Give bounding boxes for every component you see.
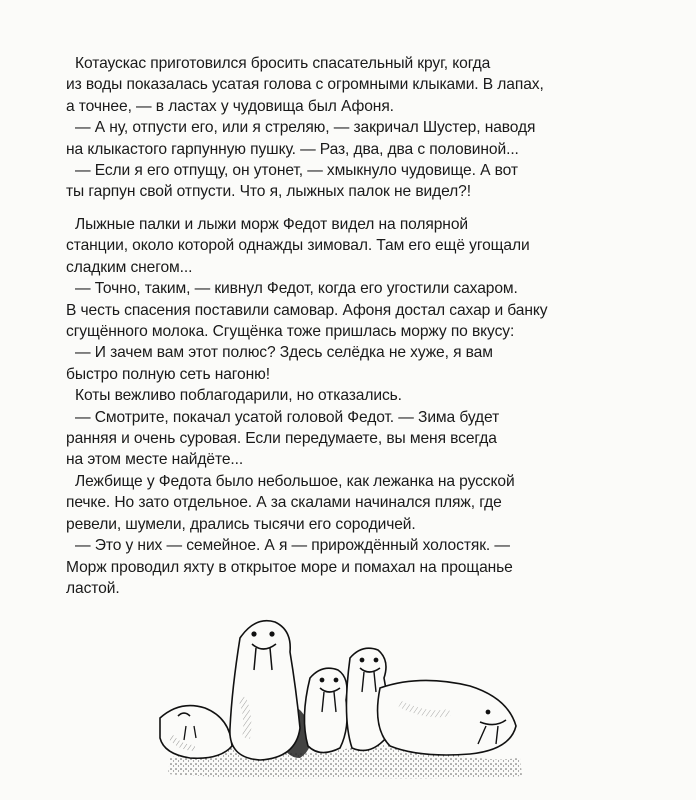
text-line: ранняя и очень суровая. Если передумаете, вы меня всегда	[66, 430, 497, 448]
text-line: сгущённого молока. Сгущёнка тоже пришлась моржу по вкусу:	[66, 323, 515, 341]
text-line: — Если я его отпущу, он утонет, — хмыкнуло чудовище. А вот	[75, 162, 518, 180]
story-paragraph-group-2	[66, 214, 646, 599]
text-line: — Смотрите, покачал усатой головой Федот. — Зима будет	[75, 408, 500, 426]
walrus-group-illustration	[150, 608, 530, 780]
text-line: — Это у них — семейное. А я — прирождённый холостяк. —	[75, 537, 510, 555]
walrus-lying-right	[378, 680, 516, 755]
text-line: Коты вежливо поблагодарили, но отказались.	[75, 387, 402, 405]
text-line: Лыжные палки и лыжи морж Федот видел на полярной	[75, 216, 469, 233]
text-line: быстро полную сеть нагоню!	[66, 365, 270, 383]
text-line: ты гарпун свой отпусти. Что я, лыжных палок не видел?!	[66, 183, 471, 201]
text-line: ластой.	[66, 579, 120, 597]
walrus-middle	[304, 668, 347, 752]
text-line: на этом месте найдёте...	[66, 451, 244, 469]
text-line: Котаускас приготовился бросить спасательный круг, когда	[75, 55, 491, 72]
text-line: Лежбище у Федота было небольшое, как лежанка на русской	[75, 472, 515, 490]
text-line: станции, около которой однажды зимовал. Там его ещё угощали	[66, 237, 530, 255]
text-line: — И зачем вам этот полюс? Здесь селёдка не хуже, я вам	[75, 344, 493, 362]
text-line: а точнее, — в ластах у чудовища был Афоня.	[66, 97, 394, 115]
text-line: печке. Но зато отдельное. А за скалами начинался пляж, где	[66, 494, 502, 512]
walrus-left	[160, 706, 232, 759]
text-line: сладким снегом...	[66, 258, 193, 276]
text-line: ревели, шумели, дрались тысячи его сородичей.	[66, 515, 416, 533]
text-line: — Точно, таким, — кивнул Федот, когда его угостили сахаром.	[75, 280, 518, 298]
text-line: на клыкастого гарпунную пушку. — Раз, два, два с половиной...	[66, 140, 519, 158]
walrus-sitting	[230, 621, 300, 760]
text-line: Морж проводил яхту в открытое море и помахал на прощанье	[66, 558, 513, 576]
text-line: В честь спасения поставили самовар. Афоня достал сахар и банку	[66, 301, 548, 319]
text-line: из воды показалась усатая голова с огромными клыками. В лапах,	[66, 76, 544, 94]
text-line: — А ну, отпусти его, или я стреляю, — закричал Шустер, наводя	[75, 119, 536, 137]
story-paragraph-group-1	[66, 53, 646, 203]
